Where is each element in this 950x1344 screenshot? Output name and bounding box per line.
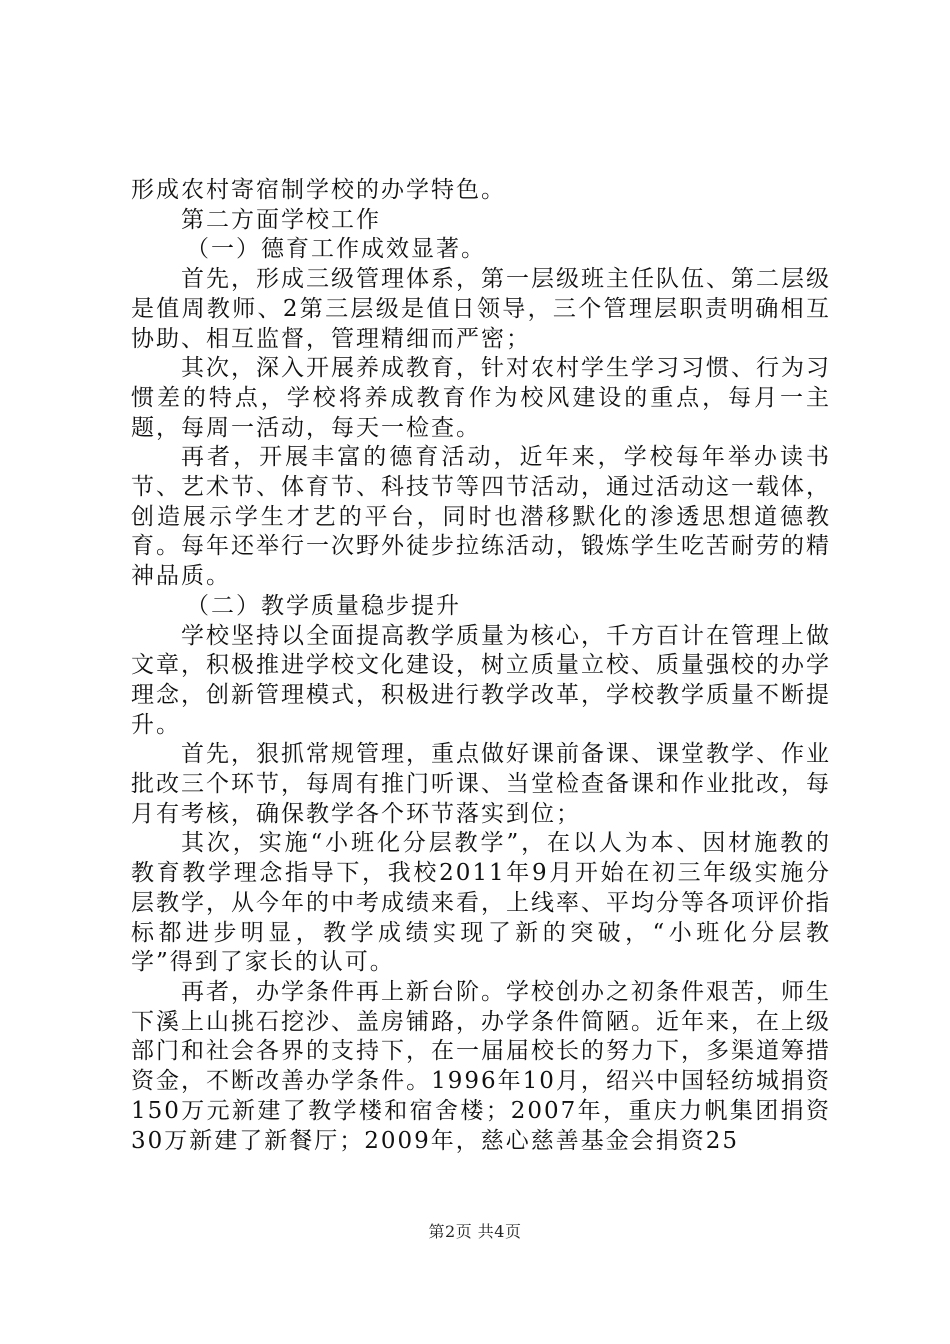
paragraph: 其次，深入开展养成教育，针对农村学生学习习惯、行为习惯差的特点，学校将养成教育作为校风建设的重点，每月一主题，每周一活动，每天一检查。 <box>131 355 831 441</box>
paragraph: 再者，办学条件再上新台阶。学校创办之初条件艰苦，师生下溪上山挑石挖沙、盖房铺路，办学条件简陋。近年来，在上级部门和社会各界的支持下，在一届届校长的努力下，多渠道筹措资金，不断改善办学条件。1996年10月，绍兴中国轻纺城捐资150万元新建了教学楼和宿舍楼；2007年，重庆力帆集团捐资30万新建了新餐厅；2009年，慈心慈善基金会捐资25 <box>131 978 831 1154</box>
subsection-heading-moral-education: （一）德育工作成效显著。 <box>186 236 486 263</box>
paragraph-continuation: 形成农村寄宿制学校的办学特色。 <box>131 177 506 203</box>
page-number-footer: 第2页 共4页 <box>428 1222 522 1241</box>
paragraph: 首先，形成三级管理体系，第一层级班主任队伍、第二层级是值周教师、2第三层级是值日领导，三个管理层职责明确相互协助、相互监督，管理精细而严密； <box>131 266 831 352</box>
paragraph: 其次，实施“小班化分层教学”，在以人为本、因材施教的教育教学理念指导下，我校2011年9月开始在初三年级实施分层教学，从今年的中考成绩来看，上线率、平均分等各项评价指标都进步明显，教学成绩实现了新的突破，“小班化分层教学”得到了家长的认可。 <box>131 830 831 976</box>
paragraph: 再者，开展丰富的德育活动，近年来，学校每年举办读书节、艺术节、体育节、科技节等四节活动，通过活动这一载体，创造展示学生才艺的平台，同时也潜移默化的渗透思想道德教育。每年还举行一次野外徒步拉练活动，锻炼学生吃苦耐劳的精神品质。 <box>131 444 831 590</box>
paragraph: 学校坚持以全面提高教学质量为核心，千方百计在管理上做文章，积极推进学校文化建设，树立质量立校、质量强校的办学理念，创新管理模式，积极进行教学改革，学校教学质量不断提升。 <box>131 622 831 738</box>
paragraph: 首先，狠抓常规管理，重点做好课前备课、课堂教学、作业批改三个环节，每周有推门听课、当堂检查备课和作业批改，每月有考核，确保教学各个环节落实到位； <box>131 741 831 827</box>
document-body <box>131 176 831 1156</box>
section-heading: 第二方面学校工作 <box>181 206 381 233</box>
subsection-heading-teaching-quality: （二）教学质量稳步提升 <box>186 592 461 619</box>
